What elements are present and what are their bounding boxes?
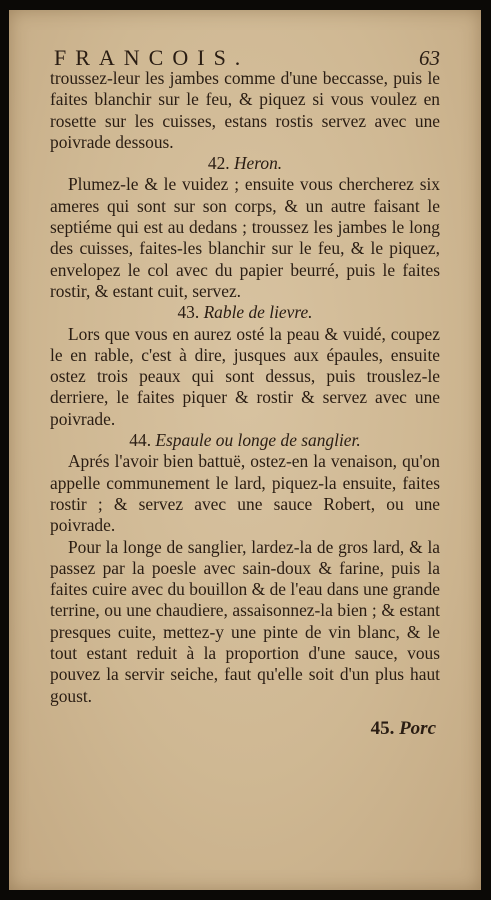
section-number: 42.	[207, 153, 230, 174]
catchword-text: Porc	[399, 717, 436, 739]
page-header	[50, 46, 440, 70]
paragraph-sanglier-espaule: Aprés l'avoir bien battuë, ostez-en la venaison, qu'on appelle communement le lard, piquez-la ensuite, faites rostir ; & servez avec une sauce Robert, ou une poivrade.	[50, 451, 440, 536]
page-number: 63	[419, 46, 440, 70]
paragraph-continuation: troussez-leur les jambes comme d'une beccasse, puis le faites blanchir sur le feu, & piquez si vous voulez en rosette sur les cuisses, estans rostis servez avec une poivrade dessous.	[50, 68, 440, 152]
book-page	[9, 10, 481, 890]
section-title: Espaule ou longe de sanglier.	[155, 430, 361, 451]
section-heading-heron	[50, 153, 440, 174]
section-number: 43.	[177, 302, 200, 323]
section-title: Rable de lievre.	[203, 302, 313, 323]
running-title: FRANCOIS.	[54, 45, 250, 70]
catchword-number: 45.	[370, 717, 395, 739]
paragraph-rable: Lors que vous en aurez osté la peau & vuidé, coupez le en rable, c'est à dire, jusques aux épaules, ensuite ostez trois peaux qui sont dessus, puis trouslez-le derriere, le faites piquer & rostir & servez avec une poivrade.	[50, 323, 440, 429]
section-number: 44.	[129, 430, 152, 451]
page-text	[50, 46, 440, 739]
section-heading-sanglier	[50, 430, 440, 451]
section-title: Heron.	[233, 153, 283, 174]
paragraph-sanglier-longe: Pour la longe de sanglier, lardez-la de gros lard, & la passez par la poesle avec sain-doux & farine, puis la faites cuire avec du bouillon & de l'eau dans une grande terrine, ou une chaudiere, assaisonnez-la bien ; & estant presques cuite, mettez-y une pinte de vin blanc, & le tout estant reduit à la proportion d'une sauce, vous pouvez la servir seiche, faut qu'elle soit d'un plus haut goust.	[50, 536, 440, 706]
section-heading-rable	[50, 302, 440, 323]
catchword	[50, 718, 440, 739]
paragraph-heron: Plumez-le & le vuidez ; ensuite vous chercherez six ameres qui sont sur son corps, & un autre faisant le septiéme qui est au dedans ; troussez les jambes le long des cuisses, faites-les blanchir sur le feu, & le piquez, envelopez le col avec du papier beurré, puis le faites rostir, & estant cuit, servez.	[50, 174, 440, 301]
